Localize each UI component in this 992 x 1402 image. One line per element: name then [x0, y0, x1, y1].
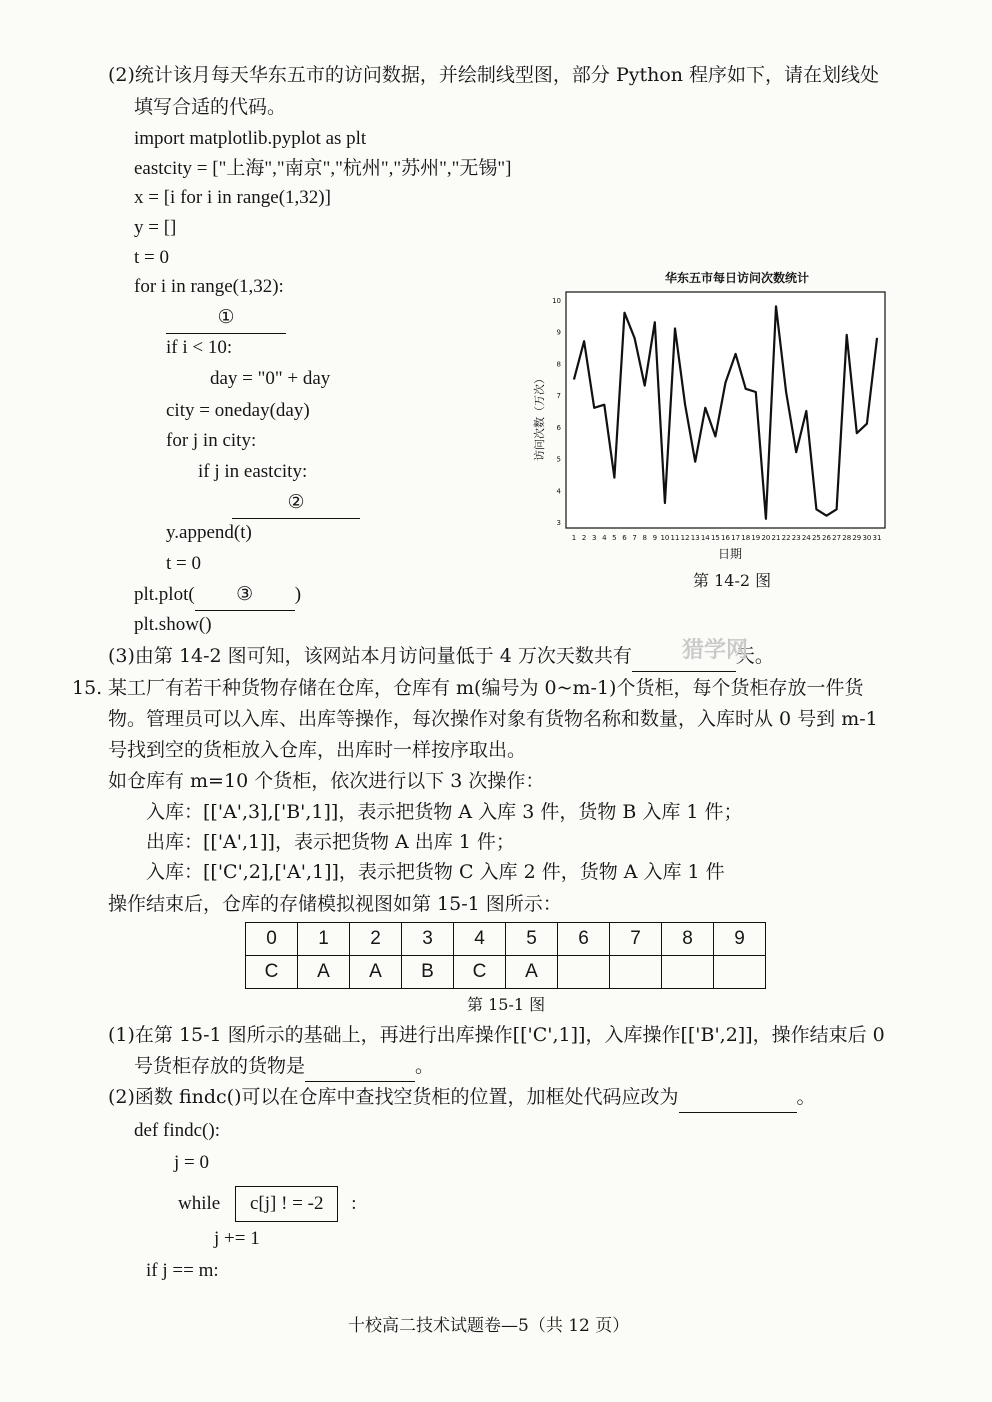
x-tick-label: 28: [842, 534, 852, 542]
data-point: [725, 382, 726, 383]
q15-1-text-before: 号货柜存放的货物是: [134, 1055, 306, 1077]
data-point: [594, 407, 595, 408]
chart-x-ticks: [572, 534, 882, 542]
warehouse-table: [245, 922, 766, 989]
q15-op1: 入库：[['A',3],['B',1]]，表示把货物 A 入库 3 件，货物 B 入库 1 件；: [146, 801, 743, 823]
code-y: y = []: [134, 217, 177, 238]
x-tick-label: 16: [721, 534, 730, 542]
q15-2-answer-blank[interactable]: [679, 1082, 797, 1113]
code-if-j: if j in eastcity:: [198, 461, 308, 482]
x-tick-label: 7: [632, 534, 637, 542]
q14-3-text-after: 天。: [735, 645, 774, 667]
x-tick-label: 14: [700, 534, 710, 542]
data-point: [624, 312, 625, 313]
page-footer: 十校高二技术试题卷—5（共 12 页）: [348, 1316, 630, 1336]
cabinet-goods: A: [298, 956, 350, 989]
data-point: [786, 391, 787, 392]
x-tick-label: 5: [612, 534, 617, 542]
q14-3-text-before: (3)由第 14-2 图可知，该网站本月访问量低于 4 万次天数共有: [108, 645, 632, 667]
data-point: [674, 328, 675, 329]
x-tick-label: 31: [872, 534, 882, 542]
code-plot-open: plt.plot(: [134, 584, 195, 605]
x-tick-label: 21: [771, 534, 781, 542]
chart-title: 华东五市每日访问次数统计: [664, 271, 810, 285]
code-j-increment: j += 1: [214, 1228, 260, 1249]
x-tick-label: 17: [731, 534, 741, 542]
q15-1-line1: (1)在第 15-1 图所示的基础上，再进行出库操作[['C',1]]，入库操作[['B',2]]，操作结束后 0: [108, 1024, 885, 1046]
data-point: [705, 407, 706, 408]
data-point: [816, 509, 817, 510]
q15-2-text-after: 。: [796, 1086, 816, 1108]
data-point: [745, 388, 746, 389]
q15-p2: 如仓库有 m=10 个货柜，依次进行以下 3 次操作：: [108, 770, 545, 792]
x-tick-label: 15: [710, 534, 720, 542]
code-plot: [134, 580, 301, 611]
data-point: [654, 322, 655, 323]
x-tick-label: 12: [680, 534, 690, 542]
code-for-i: for i in range(1,32):: [134, 276, 284, 297]
cabinet-goods: A: [350, 956, 402, 989]
x-tick-label: 27: [832, 534, 842, 542]
x-tick-label: 9: [652, 534, 658, 542]
table-caption: 第 15-1 图: [467, 995, 546, 1014]
x-tick-label: 24: [801, 534, 811, 542]
data-point: [856, 433, 857, 434]
data-point: [634, 337, 635, 338]
data-point: [846, 334, 847, 335]
y-tick-label: 7: [556, 392, 561, 401]
cabinet-goods: [662, 956, 714, 989]
data-point: [826, 515, 827, 516]
code-append: y.append(t): [166, 522, 252, 543]
code-if-i: if i < 10:: [166, 337, 233, 358]
x-tick-label: 1: [571, 534, 577, 542]
code-for-j: for j in city:: [166, 430, 257, 451]
y-tick-label: 8: [556, 360, 561, 369]
cabinet-index: 9: [714, 923, 766, 956]
cabinet-goods: A: [506, 956, 558, 989]
warehouse-header-row: [246, 923, 766, 956]
q15-1-line2: [134, 1051, 434, 1082]
x-tick-label: 30: [862, 534, 872, 542]
q14-3: [108, 641, 774, 672]
x-tick-label: 26: [822, 534, 831, 542]
x-tick-label: 4: [602, 534, 607, 542]
x-tick-label: 13: [690, 534, 700, 542]
data-point: [806, 410, 807, 411]
data-point: [584, 341, 585, 342]
code-if-j-m: if j == m:: [146, 1260, 219, 1281]
code-day: day = "0" + day: [210, 368, 331, 389]
watermark: 猎学网: [682, 638, 749, 663]
data-point: [836, 509, 837, 510]
data-point: [664, 502, 665, 503]
data-point: [866, 423, 867, 424]
data-point: [735, 353, 736, 354]
q14-2-intro-line1: (2)统计该月每天华东五市的访问数据，并绘制线型图，部分 Python 程序如下，请在划线处: [108, 64, 880, 86]
code-while-colon: :: [351, 1193, 357, 1214]
data-point: [695, 461, 696, 462]
warehouse-goods-row: [246, 956, 766, 989]
code-while: while: [178, 1193, 221, 1214]
q15-op3: 入库：[['C',2],['A',1]]，表示把货物 C 入库 2 件，货物 A 入库 1 件: [146, 861, 725, 883]
q15-p1-line2: 物。管理员可以入库、出库等操作，每次操作对象有货物名称和数量，入库时从 0 号到 m-1: [108, 708, 878, 730]
x-tick-label: 19: [751, 534, 761, 542]
code-city: city = oneday(day): [166, 400, 310, 421]
cabinet-goods: [610, 956, 662, 989]
cabinet-goods: C: [246, 956, 298, 989]
cabinet-index: 7: [610, 923, 662, 956]
q15-2-line: [108, 1082, 816, 1113]
chart-y-ticks: [552, 297, 561, 527]
q14-2-intro-line2: 填写合适的代码。: [134, 96, 287, 118]
cabinet-goods: B: [402, 956, 454, 989]
cabinet-goods: [558, 956, 610, 989]
cabinet-index: 5: [506, 923, 558, 956]
data-point: [604, 404, 605, 405]
cabinet-index: 8: [662, 923, 714, 956]
code-show: plt.show(): [134, 614, 212, 635]
blank-2[interactable]: [232, 488, 360, 519]
x-tick-label: 18: [741, 534, 751, 542]
x-tick-label: 10: [660, 534, 670, 542]
code-j-init: j = 0: [174, 1152, 209, 1173]
q15-p1-line3: 号找到空的货柜放入仓库，出库时一样按序取出。: [108, 739, 527, 761]
data-point: [573, 379, 574, 380]
q15-p1-line1: 某工厂有若干种货物存储在仓库，仓库有 m(编号为 0~m-1)个货柜，每个货柜存放一件货: [108, 677, 864, 699]
cabinet-index: 3: [402, 923, 454, 956]
q15-1-answer-blank[interactable]: [305, 1051, 415, 1082]
blank-1-label: ①: [166, 303, 286, 334]
x-tick-label: 20: [761, 534, 771, 542]
data-point: [765, 518, 766, 519]
data-point: [644, 385, 645, 386]
blank-2-label: ②: [232, 488, 360, 519]
data-point: [715, 436, 716, 437]
code-t0: t = 0: [134, 247, 169, 268]
x-tick-label: 3: [591, 534, 597, 542]
data-point: [755, 391, 756, 392]
code-while-line: [178, 1186, 357, 1222]
code-t0-reset: t = 0: [166, 553, 201, 574]
x-tick-label: 6: [622, 534, 627, 542]
cabinet-goods: [714, 956, 766, 989]
code-eastcity: eastcity = ["上海","南京","杭州","苏州","无锡"]: [134, 158, 512, 179]
data-point: [796, 452, 797, 453]
code-plot-close: ): [294, 584, 302, 605]
cabinet-index: 4: [454, 923, 506, 956]
x-tick-label: 22: [781, 534, 791, 542]
y-tick-label: 10: [552, 297, 561, 305]
x-tick-label: 25: [811, 534, 821, 542]
data-point: [614, 477, 615, 478]
cabinet-index: 1: [298, 923, 350, 956]
cabinet-index: 0: [246, 923, 298, 956]
q15-number: 15.: [72, 677, 103, 699]
y-tick-label: 5: [556, 455, 561, 464]
q15-p3: 操作结束后，仓库的存储模拟视图如第 15-1 图所示：: [108, 893, 562, 915]
code-import: import matplotlib.pyplot as plt: [134, 128, 367, 149]
code-x: x = [i for i in range(1,32)]: [134, 187, 331, 208]
y-tick-label: 4: [556, 487, 561, 496]
x-tick-label: 23: [791, 534, 801, 542]
chart-xlabel: 日期: [717, 547, 743, 561]
code-def-findc: def findc():: [134, 1120, 220, 1141]
q15-2-text-before: (2)函数 findc()可以在仓库中查找空货柜的位置，加框处代码应改为: [108, 1086, 679, 1108]
visit-line-chart: [520, 262, 900, 564]
q15-op2: 出库：[['A',1]]，表示把货物 A 出库 1 件；: [146, 831, 515, 853]
x-tick-label: 2: [581, 534, 587, 542]
y-tick-label: 9: [556, 328, 561, 337]
y-tick-label: 6: [556, 423, 561, 432]
cabinet-index: 6: [558, 923, 610, 956]
x-tick-label: 29: [852, 534, 862, 542]
blank-1[interactable]: [166, 303, 286, 334]
data-point: [685, 404, 686, 405]
chart-ylabel: 访问次数（万次）: [533, 373, 546, 461]
q15-1-text-after: 。: [415, 1055, 435, 1077]
blank-3[interactable]: ③: [195, 580, 295, 611]
boxed-code[interactable]: c[j] ! = -2: [235, 1186, 339, 1222]
data-point: [775, 306, 776, 307]
cabinet-index: 2: [350, 923, 402, 956]
x-tick-label: 8: [642, 534, 647, 542]
cabinet-goods: C: [454, 956, 506, 989]
x-tick-label: 11: [670, 534, 680, 542]
y-tick-label: 3: [556, 519, 561, 527]
data-point: [876, 337, 877, 338]
chart-caption: 第 14-2 图: [693, 571, 772, 590]
